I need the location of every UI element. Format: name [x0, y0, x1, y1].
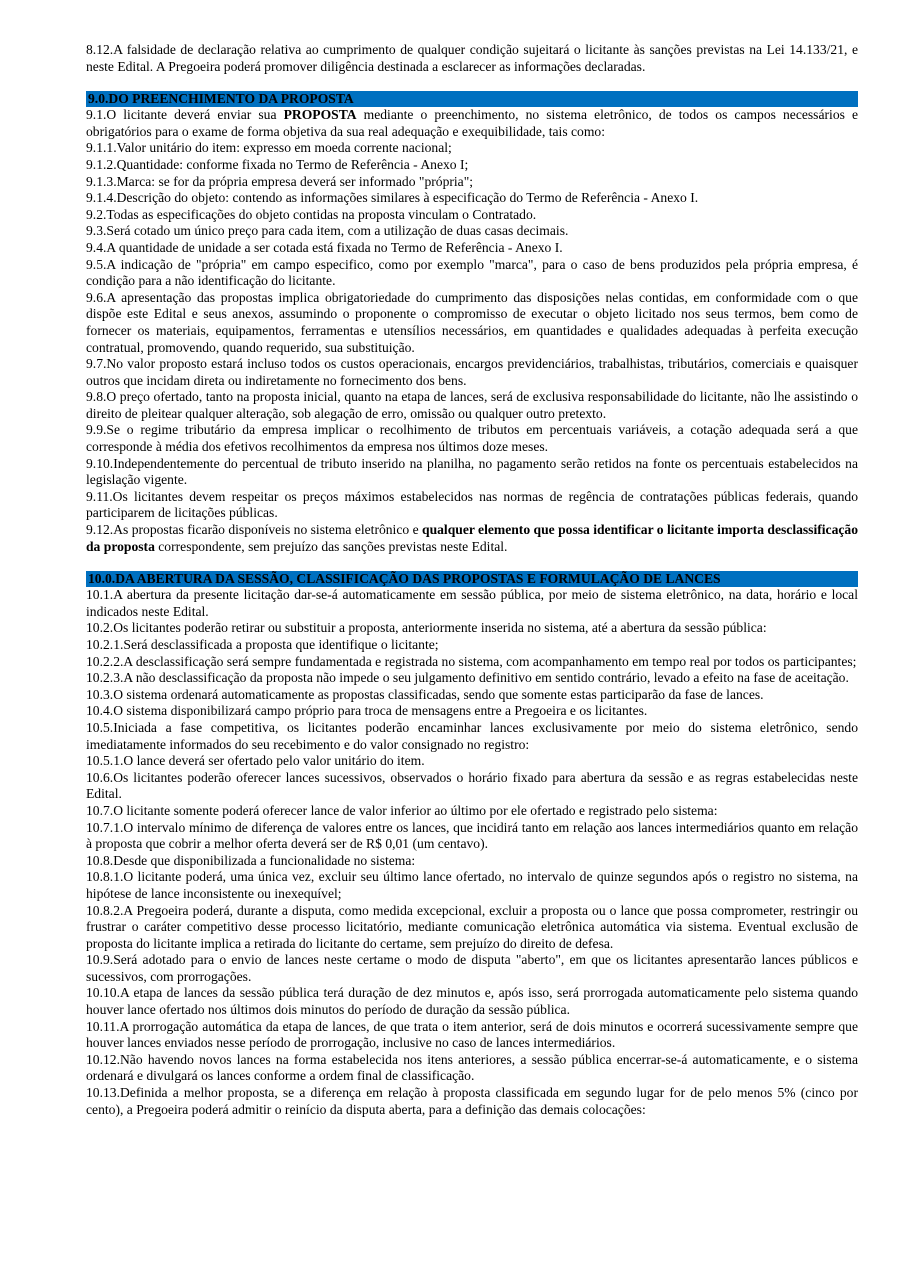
paragraph-9-1-text-b: mediante o preenchimento, no sistema eletrônico, de todos os campos necessários e obrigatórios para o exame de forma objetiva da sua real adequação e exequibilidade, tais como: — [86, 107, 858, 139]
paragraph-10-7-1: 10.7.1.O intervalo mínimo de diferença de valores entre os lances, que incidirá tanto em relação aos lances intermediários quanto em relação à proposta que cobrir a melhor oferta deverá ser de R$ 0,01 (um centavo). — [86, 819, 858, 852]
paragraph-10-10: 10.10.A etapa de lances da sessão pública terá duração de dez minutos e, após isso, será prorrogada automaticamente pelo sistema quando houver lance ofertado nos últimos dois minutos do período de duração da sessão pública. — [86, 985, 858, 1018]
document-page — [86, 42, 858, 1118]
paragraph-9-9: 9.9.Se o regime tributário da empresa implicar o recolhimento de tributos em percentuais variáveis, a cotação adequada será a que corresponde à média dos efetivos recolhimentos da empresa nos últimos doze meses. — [86, 422, 858, 455]
paragraph-9-1-1: 9.1.1.Valor unitário do item: expresso em moeda corrente nacional; — [86, 140, 452, 156]
paragraph-9-1-4: 9.1.4.Descrição do objeto: contendo as informações similares à especificação do Termo de Referência - Anexo I. — [86, 190, 699, 206]
paragraph-9-12-text-a: 9.12.As propostas ficarão disponíveis no sistema eletrônico e — [86, 522, 423, 538]
paragraph-10-9: 10.9.Será adotado para o envio de lances neste certame o modo de disputa "aberto", em que os licitantes apresentarão lances públicos e sucessivos, com prorrogações. — [86, 952, 858, 984]
paragraph-9-12-text-b: correspondente, sem prejuízo das sanções previstas neste Edital. — [154, 538, 508, 554]
paragraph-10-13: 10.13.Definida a melhor proposta, se a diferença em relação à proposta classificada em segundo lugar for de pelo menos 5% (cinco por cento), a Pregoeira poderá admitir o reinício da disputa aberta, para a definição das demais colocações: — [86, 1085, 858, 1117]
paragraph-9-1-3: 9.1.3.Marca: se for da própria empresa deverá ser informado "própria"; — [86, 173, 474, 189]
paragraph-10-1: 10.1.A abertura da presente licitação dar-se-á automaticamente em sessão pública, por meio de sistema eletrônico, na data, horário e local indicados neste Edital. — [86, 587, 858, 619]
paragraph-10-8-1: 10.8.1.O licitante poderá, uma única vez, excluir seu último lance ofertado, no intervalo de quinze segundos após o registro no sistema, na hipótese de lance inconsistente ou inexequível; — [86, 869, 858, 901]
paragraph-9-12 — [86, 522, 858, 555]
paragraph-10-11: 10.11.A prorrogação automática da etapa de lances, de que trata o item anterior, será de dois minutos e ocorrerá sucessivamente sempre que houver lances enviados nesse período de prorrogação, inclusive no caso de lances intermediários. — [86, 1018, 858, 1051]
paragraph-9-1-bold: PROPOSTA — [283, 107, 357, 123]
paragraph-9-8: 9.8.O preço ofertado, tanto na proposta inicial, quanto na etapa de lances, será de exclusiva responsabilidade do licitante, não lhe assistindo o direito de pleitear qualquer alteração, sob alegação de erro, omissão ou qualquer outro pretexto. — [86, 389, 858, 421]
paragraph-10-8-2: 10.8.2.A Pregoeira poderá, durante a disputa, como medida excepcional, excluir a proposta ou o lance que possa comprometer, restringir ou frustrar o caráter competitivo desse processo licitatório, mediante comunicação eletrônica automática via sistema. Eventual exclusão de proposta do licitante implica a retirada do licitante do certame, sem prejuízo do direito de defesa. — [86, 902, 858, 951]
spacer — [86, 75, 858, 91]
paragraph-9-5: 9.5.A indicação de "própria" em campo especifico, como por exemplo "marca", para o caso de bens produzidos pela própria empresa, é condição para a não identificação do licitante. — [86, 256, 858, 289]
paragraph-10-7: 10.7.O licitante somente poderá oferecer lance de valor inferior ao último por ele ofertado e registrado pelo sistema: — [86, 802, 718, 818]
section-header-10: 10.0.DA ABERTURA DA SESSÃO, CLASSIFICAÇÃO DAS PROPOSTAS E FORMULAÇÃO DE LANCES — [86, 571, 858, 587]
paragraph-9-4: 9.4.A quantidade de unidade a ser cotada está fixada no Termo de Referência - Anexo I. — [86, 239, 563, 255]
section-header-9: 9.0.DO PREENCHIMENTO DA PROPOSTA — [86, 91, 858, 107]
paragraph-10-5: 10.5.Iniciada a fase competitiva, os licitantes poderão encaminhar lances exclusivamente por meio do sistema eletrônico, sendo imediatamente informados do seu recebimento e do valor consignado no registro: — [86, 719, 858, 752]
paragraph-9-11: 9.11.Os licitantes devem respeitar os preços máximos estabelecidos nas normas de regência de contratações públicas federais, quando participarem de licitações públicas. — [86, 488, 858, 521]
paragraph-10-3: 10.3.O sistema ordenará automaticamente as propostas classificadas, sendo que somente estas participarão da fase de lances. — [86, 686, 764, 702]
paragraph-10-2: 10.2.Os licitantes poderão retirar ou substituir a proposta, anteriormente inserida no sistema, até a abertura da sessão pública: — [86, 620, 767, 636]
paragraph-10-6: 10.6.Os licitantes poderão oferecer lances sucessivos, observados o horário fixado para abertura da sessão e as regras estabelecidas neste Edital. — [86, 769, 858, 802]
spacer — [86, 555, 858, 571]
paragraph-10-2-2: 10.2.2.A desclassificação será sempre fundamentada e registrada no sistema, com acompanhamento em tempo real por todos os participantes; — [86, 653, 857, 669]
paragraph-10-12: 10.12.Não havendo novos lances na forma estabelecida nos itens anteriores, a sessão pública encerrar-se-á automaticamente, e o sistema ordenará e divulgará os lances conforme a ordem final de classificação. — [86, 1051, 858, 1084]
paragraph-9-3: 9.3.Será cotado um único preço para cada item, com a utilização de duas casas decimais. — [86, 223, 569, 239]
paragraph-9-1-2: 9.1.2.Quantidade: conforme fixada no Termo de Referência - Anexo I; — [86, 156, 469, 172]
paragraph-9-12-bold: qualquer elemento que possa identificar o licitante importa desclassificação da proposta — [86, 522, 859, 554]
paragraph-10-2-3: 10.2.3.A não desclassificação da proposta não impede o seu julgamento definitivo em sentido contrário, levado a efeito na fase de aceitação. — [86, 670, 849, 686]
paragraph-9-10: 9.10.Independentemente do percentual de tributo inserido na planilha, no pagamento serão retidos na fonte os percentuais estabelecidos na legislação vigente. — [86, 455, 858, 488]
paragraph-10-5-1: 10.5.1.O lance deverá ser ofertado pelo valor unitário do item. — [86, 753, 425, 769]
paragraph-8-12: 8.12.A falsidade de declaração relativa ao cumprimento de qualquer condição sujeitará o licitante às sanções previstas na Lei 14.133/21, e neste Edital. A Pregoeira poderá promover diligência destinada a esclarecer as informações declaradas. — [86, 42, 858, 74]
paragraph-10-4: 10.4.O sistema disponibilizará campo próprio para troca de mensagens entre a Pregoeira e os licitantes. — [86, 703, 648, 719]
paragraph-9-1 — [86, 107, 858, 140]
paragraph-9-1-text-a: 9.1.O licitante deverá enviar sua — [86, 107, 284, 123]
paragraph-10-8: 10.8.Desde que disponibilizada a funcionalidade no sistema: — [86, 852, 416, 868]
paragraph-9-7: 9.7.No valor proposto estará incluso todos os custos operacionais, encargos previdenciários, trabalhistas, tributários, comerciais e quaisquer outros que incidam direta ou indiretamente no fornecimento dos bens. — [86, 356, 858, 388]
paragraph-9-2: 9.2.Todas as especificações do objeto contidas na proposta vinculam o Contratado. — [86, 206, 537, 222]
paragraph-10-2-1: 10.2.1.Será desclassificada a proposta que identifique o licitante; — [86, 637, 439, 652]
paragraph-9-6: 9.6.A apresentação das propostas implica obrigatoriedade do cumprimento das disposições nelas contidas, em conformidade com o que dispõe este Edital e seus anexos, assumindo o proponente o compromisso de executar o objeto licitado nos seus termos, bem como de fornecer os materiais, equipamentos, ferramentas e utensílios necessários, em quantidades e qualidades adequadas à perfeita execução contratual, promovendo, quando requerido, sua substituição. — [86, 289, 858, 355]
